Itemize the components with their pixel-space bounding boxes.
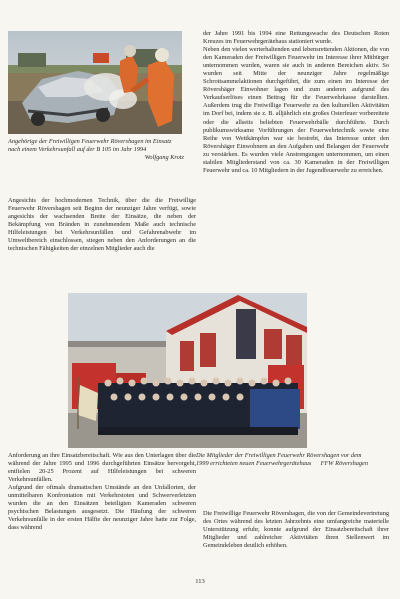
right-column-text: der Jahre 1991 bis 1994 eine Rettungswache des Deutschen Roten Kreuzes im Feuerwehrgerätehaus stationiert wurde. Neben den vielen werterhaltenden und lebensrettenden Aktionen, die von den Kameraden der Freiwilligen Feuerwehr im Interesse ihrer Mitbürger unternommen wurden, waren sie auch in anderen Bereichen aktiv. So wurden seit Mitte der neunziger Jahre regelmäßige Schrottsammelaktionen durchgeführt, die zum einen im Interesse der Rövershäger Einwohner lagen und zum anderen aufgrund des Verkaufserlöses einen Beitrag für die Feuerwehrkasse darstellten. Außerdem trug die Freiwillige Feuerwehr zu den kulturellen Aktivitäten im Dorf bei, indem sie z. B. alljährlich ein großes Osterfeuer vorbereitete oder die allseits beliebten Feuerwehrbälle durchführte. Durch publikumswirksame Vorführungen der Feuerwehrtechnik sowie eine Reihe von Wettkämpfen war sie bestrebt, das Interesse unter den Rövershäger Einwohnern an den Aufgaben und Belangen der Feuerwehr zu verstärken. Es wurden viele Anstrengungen unternommen, um einen stabilen Mitgliederstand von ca. 30 Kameraden in der Freiwilligen Feuerwehr und ca. 10 Mitgliedern in der Jugendfeuerwehr zu erreichen. bbox=[203, 30, 389, 174]
group-photo bbox=[68, 293, 307, 448]
group-photo-credit: FFW Rövershagen bbox=[320, 459, 368, 467]
accident-photo-caption: Angehörige der Freiwilligen Feuerwehr Rövershagen im Einsatz nach einem Verkehrsunfall auf der B 105 im Jahr 1994 Wolfgang Krotz bbox=[8, 138, 184, 161]
accident-photo-caption-block bbox=[8, 138, 184, 162]
left-column-text: Angesichts der hochmodernen Technik, über die die Freiwillige Feuerwehr Rövershagen seit Beginn der neunziger Jahre verfügt, sowie angesichts der wachsenden Breite der Einsätze, die neben der Bekämpfung von Bränden in zunehmendem Maße auch technische Hilfeleistungen bei Verkehrsunfällen und Gefahrenabwehr im Umweltbereich einschlossen, stiegen neben den Anforderungen an die technischen Fähigkeiten der einzelnen Mitglieder auch die bbox=[8, 197, 196, 253]
accident-photo bbox=[8, 31, 182, 134]
bottom-right-text: Die Freiwillige Feuerwehr Rövershagen, die von der Gemeindevertretung des Ortes während des letzten Jahrzehnts eine umfangreiche materielle Unterstützung erfuhr, konnte aufgrund der Einsatzbereitschaft ihrer Mitglieder und zahlreicher Aktivitäten ihren Stellenwert im Gemeindeleben deutlich erhöhen. bbox=[203, 510, 389, 550]
group-photo-caption-block bbox=[196, 452, 368, 468]
page-number: 113 bbox=[195, 578, 205, 585]
bottom-left-text: Anforderung an ihre Einsatzbereitschaft. Wie aus den Unterlagen über die während der Jahre 1995 und 1996 durchgeführten Einsätze hervorgeht, entfielen 20-25 Prozent auf Hilfeleistungen bei schweren Verkehrsunfällen. Aufgrund der oftmals dramatischen Umstände an den Unfallorten, der unmittelbaren Konfrontation mit Verkehrstoten und Schwerverletzten wurden die an den Einsätzen beteiligten Kameraden schweren psychischen Belastungen ausgesetzt. Die Häufung der schweren Verkehrsunfälle in der ersten Hälfte der neunziger Jahre hatte zur Folge, dass während bbox=[8, 452, 196, 532]
group-photo-caption: Die Mitglieder der Freiwilligen Feuerwehr Rövershagen vor dem 1999 errichteten neuen Feuerwehrgerätehaus FFW Rövershagen bbox=[196, 452, 368, 467]
group-photo-image bbox=[68, 293, 307, 448]
left-column bbox=[8, 197, 196, 253]
right-column bbox=[203, 30, 389, 175]
accident-photo-image bbox=[8, 31, 182, 134]
bottom-right-column bbox=[203, 510, 389, 550]
bottom-left-column bbox=[8, 452, 196, 532]
accident-photo-credit: Wolfgang Krotz bbox=[144, 153, 184, 161]
